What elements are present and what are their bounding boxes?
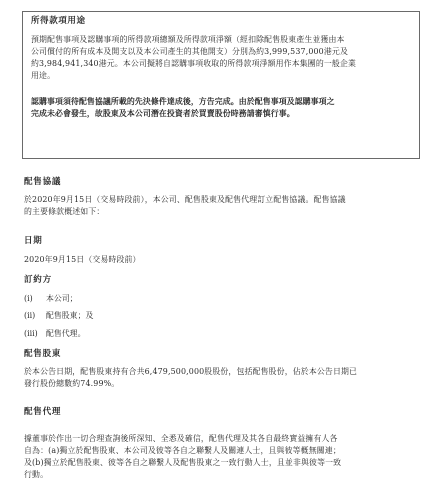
text-line: 認購事項須待配售協議所載的先決條件達成後，方告完成。由於配售事項及認購事項之 [31, 97, 335, 106]
date-heading: 日期 [24, 236, 43, 246]
text-line: 用途。 [31, 71, 56, 80]
party-item [24, 293, 78, 305]
text-line: 及(b)獨立於配售股東、彼等各自之聯繫人及配售股東之一致行動人士，且並非與彼等一致 [24, 458, 342, 467]
list-number: (i) [24, 294, 33, 303]
date-value: 2020年9月15日（交易時段前） [24, 255, 141, 264]
list-text: 本公司； [46, 294, 78, 303]
text-line: 自為：(a)獨立於配售股東、本公司及彼等各自之聯繫人及關連人士，且與彼等概無關連； [24, 446, 341, 455]
use-of-proceeds-title: 所得款項用途 [31, 16, 86, 26]
text-line: 預期配售事項及認購事項的所得款項總額及所得款項淨額（經扣除配售股東產生並獲由本 [31, 35, 345, 44]
text-line: 於本公告日期，配售股東持有合共6,479,500,000股股份，包括配售股份，佔於本公告日期已 [24, 367, 358, 376]
text-line: 約3,984,941,340港元。本公司擬將自認購事項收取的所得款項淨額用作本集團的一般企業 [31, 59, 357, 68]
list-text: 配售代理。 [46, 329, 86, 338]
placing-shareholder-paragraph [24, 366, 420, 390]
placing-agent-heading: 配售代理 [24, 407, 62, 417]
text-line: 的主要條款概述如下： [24, 207, 105, 216]
placing-agreement-heading: 配售協議 [24, 177, 62, 187]
text-line: 完成未必會發生，故股東及本公司潛在投資者於買賣股份時務請審慎行事。 [31, 109, 295, 118]
party-item [24, 328, 85, 340]
text-line: 於2020年9月15日（交易時段前），本公司、配售股東及配售代理訂立配售協議。配售協議 [24, 195, 346, 204]
text-line: 行動。 [24, 470, 49, 479]
parties-heading: 訂約方 [24, 275, 52, 285]
warning-paragraph [31, 96, 412, 120]
placing-agreement-intro [24, 194, 420, 218]
list-number: (iii) [24, 329, 38, 338]
text-line: 發行股份總數約74.99%。 [24, 379, 120, 388]
text-line: 公司償付的所有成本及開支以及本公司產生的其他開支）分別為約3,999,537,000港元及 [31, 47, 348, 56]
party-item [24, 310, 93, 322]
use-of-proceeds-box [22, 11, 420, 159]
text-line: 據董事於作出一切合理查詢後所深知、全悉及確信，配售代理及其各自最終實益擁有人各 [24, 434, 338, 443]
placing-shareholder-heading: 配售股東 [24, 349, 62, 359]
placing-agent-paragraph [24, 433, 420, 481]
list-number: (ii) [24, 311, 36, 320]
list-text: 配售股東；及 [46, 311, 94, 320]
use-of-proceeds-paragraph [31, 34, 412, 82]
